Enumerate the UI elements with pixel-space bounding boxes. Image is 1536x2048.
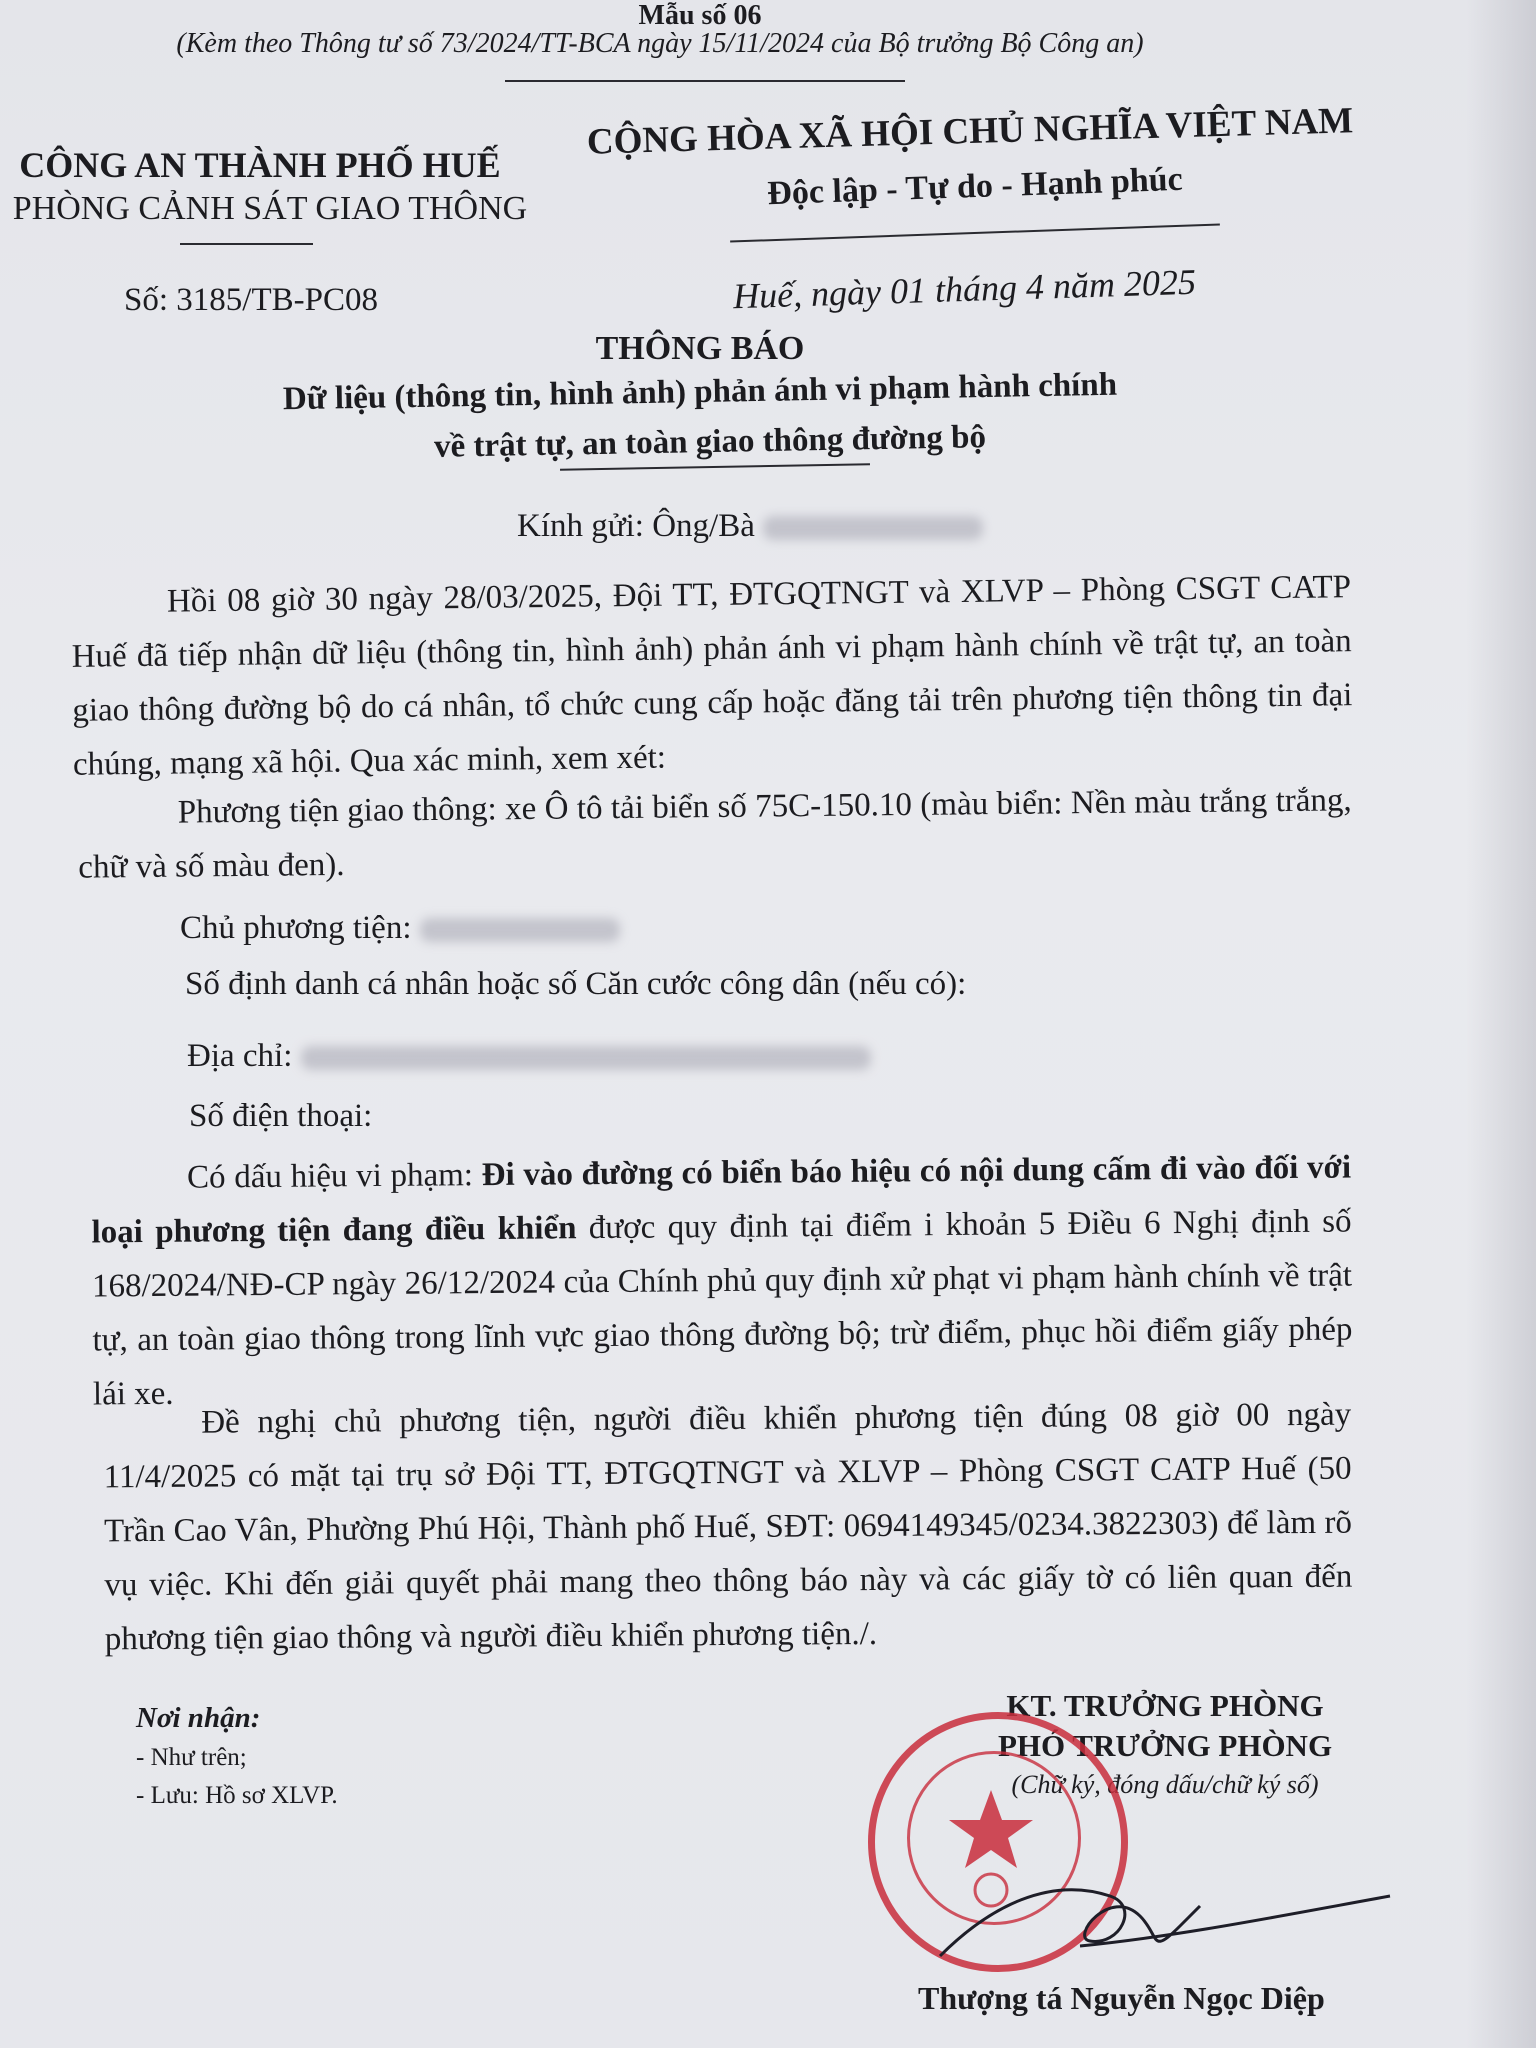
- nation-motto: Độc lập - Tự do - Hạnh phúc: [766, 160, 1184, 213]
- motto-underline: [730, 223, 1220, 242]
- agency-underline: [180, 243, 313, 245]
- intro-paragraph: Hồi 08 giờ 30 ngày 28/03/2025, Đội TT, ĐTGQTNGT và XLVP – Phòng CSGT CATP Huế đã tiếp nhận dữ liệu (thông tin, hình ảnh) phản ánh vi phạm hành chính về trật tự, an toàn giao thông đường bộ do cá nhân, tổ chức cung cấp hoặc đăng tải trên phương tiện thông tin đại chúng, mạng xã hội. Qua xác minh, xem xét:: [71, 569, 1353, 783]
- signer-name: Thượng tá Nguyễn Ngọc Diệp: [918, 1980, 1325, 2016]
- recipients-label: Nơi nhận:: [136, 1702, 261, 1734]
- owner-line: [180, 910, 620, 947]
- notice-subtitle-2: về trật tự, an toàn giao thông đường bộ: [433, 419, 987, 465]
- agency-name: CÔNG AN THÀNH PHỐ HUẾ: [19, 145, 501, 185]
- page-edge-shadow: [1466, 0, 1536, 2048]
- document-number: Số: 3185/TB-PC08: [124, 282, 378, 318]
- violation-description: Đi vào đường có biển báo hiệu có nội dung cấm đi vào đối với loại phương tiện đang điều khiển: [91, 1149, 1352, 1251]
- phone-line: Số điện thoại:: [189, 1098, 373, 1134]
- signature-title-1: KT. TRƯỞNG PHÒNG: [1006, 1688, 1324, 1723]
- recipient-item: - Lưu: Hồ sơ XLVP.: [136, 1782, 338, 1809]
- violation-paragraph: [91, 1141, 1353, 1422]
- notice-subtitle-1: Dữ liệu (thông tin, hình ảnh) phản ánh vi phạm hành chính: [282, 366, 1118, 418]
- redacted-recipient: [763, 516, 983, 540]
- notice-title: THÔNG BÁO: [595, 330, 805, 367]
- redacted-address: [301, 1046, 871, 1070]
- form-code: Mẫu số 06: [638, 0, 762, 31]
- agency-department: PHÒNG CẢNH SÁT GIAO THÔNG: [12, 190, 528, 227]
- address-label: Địa chỉ:: [187, 1038, 293, 1074]
- nation-title: CỘNG HÒA XÃ HỘI CHỦ NGHĨA VIỆT NAM: [586, 100, 1354, 163]
- form-reference: (Kèm theo Thông tư số 73/2024/TT-BCA ngày 15/11/2024 của Bộ trưởng Bộ Công an): [176, 28, 1144, 59]
- address-line: [187, 1038, 871, 1075]
- violation-label: Có dấu hiệu vi phạm:: [186, 1157, 474, 1196]
- owner-label: Chủ phương tiện:: [180, 910, 412, 946]
- handwritten-signature: [880, 1846, 1400, 1986]
- violation-legal-basis: được quy định tại điểm i khoản 5 Điều 6 Nghị định số 168/2024/NĐ-CP ngày 26/12/2024 của Chính phủ quy định xử phạt vi phạm hành chính về trật tự, an toàn giao thông trong lĩnh vực giao thông đường bộ; trừ điểm, phục hồi điểm giấy phép lái xe.: [91, 1203, 1353, 1413]
- request-paragraph: Đề nghị chủ phương tiện, người điều khiển phương tiện đúng 08 giờ 00 ngày 11/4/2025 có mặt tại trụ sở Đội TT, ĐTGQTNGT và XLVP – Phòng CSGT CATP Huế (50 Trần Cao Vân, Phường Phú Hội, Thành phố Huế, SĐT: 0694149345/0234.3822303) để làm rõ vụ việc. Khi đến giải quyết phải mang theo thông báo này và các giấy tờ có liên quan đến phương tiện giao thông và người điều khiển phương tiện./.: [103, 1396, 1353, 1658]
- title-underline: [560, 463, 870, 470]
- vehicle-paragraph: Phương tiện giao thông: xe Ô tô tải biển số 75C-150.10 (màu biển: Nền màu trắng trắng, chữ và số màu đen).: [78, 782, 1352, 886]
- greeting: [517, 508, 983, 545]
- id-line: Số định danh cá nhân hoặc số Căn cước công dân (nếu có):: [185, 966, 967, 1002]
- place-date: Huế, ngày 01 tháng 4 năm 2025: [732, 261, 1197, 317]
- signature-title-2: PHÓ TRƯỞNG PHÒNG: [997, 1728, 1333, 1763]
- recipient-item: - Như trên;: [136, 1744, 247, 1771]
- greeting-label: Kính gửi: Ông/Bà: [517, 508, 755, 544]
- signature-note: (Chữ ký, đóng dấu/chữ ký số): [1011, 1770, 1319, 1799]
- redacted-owner: [420, 918, 620, 942]
- reference-underline: [505, 80, 905, 82]
